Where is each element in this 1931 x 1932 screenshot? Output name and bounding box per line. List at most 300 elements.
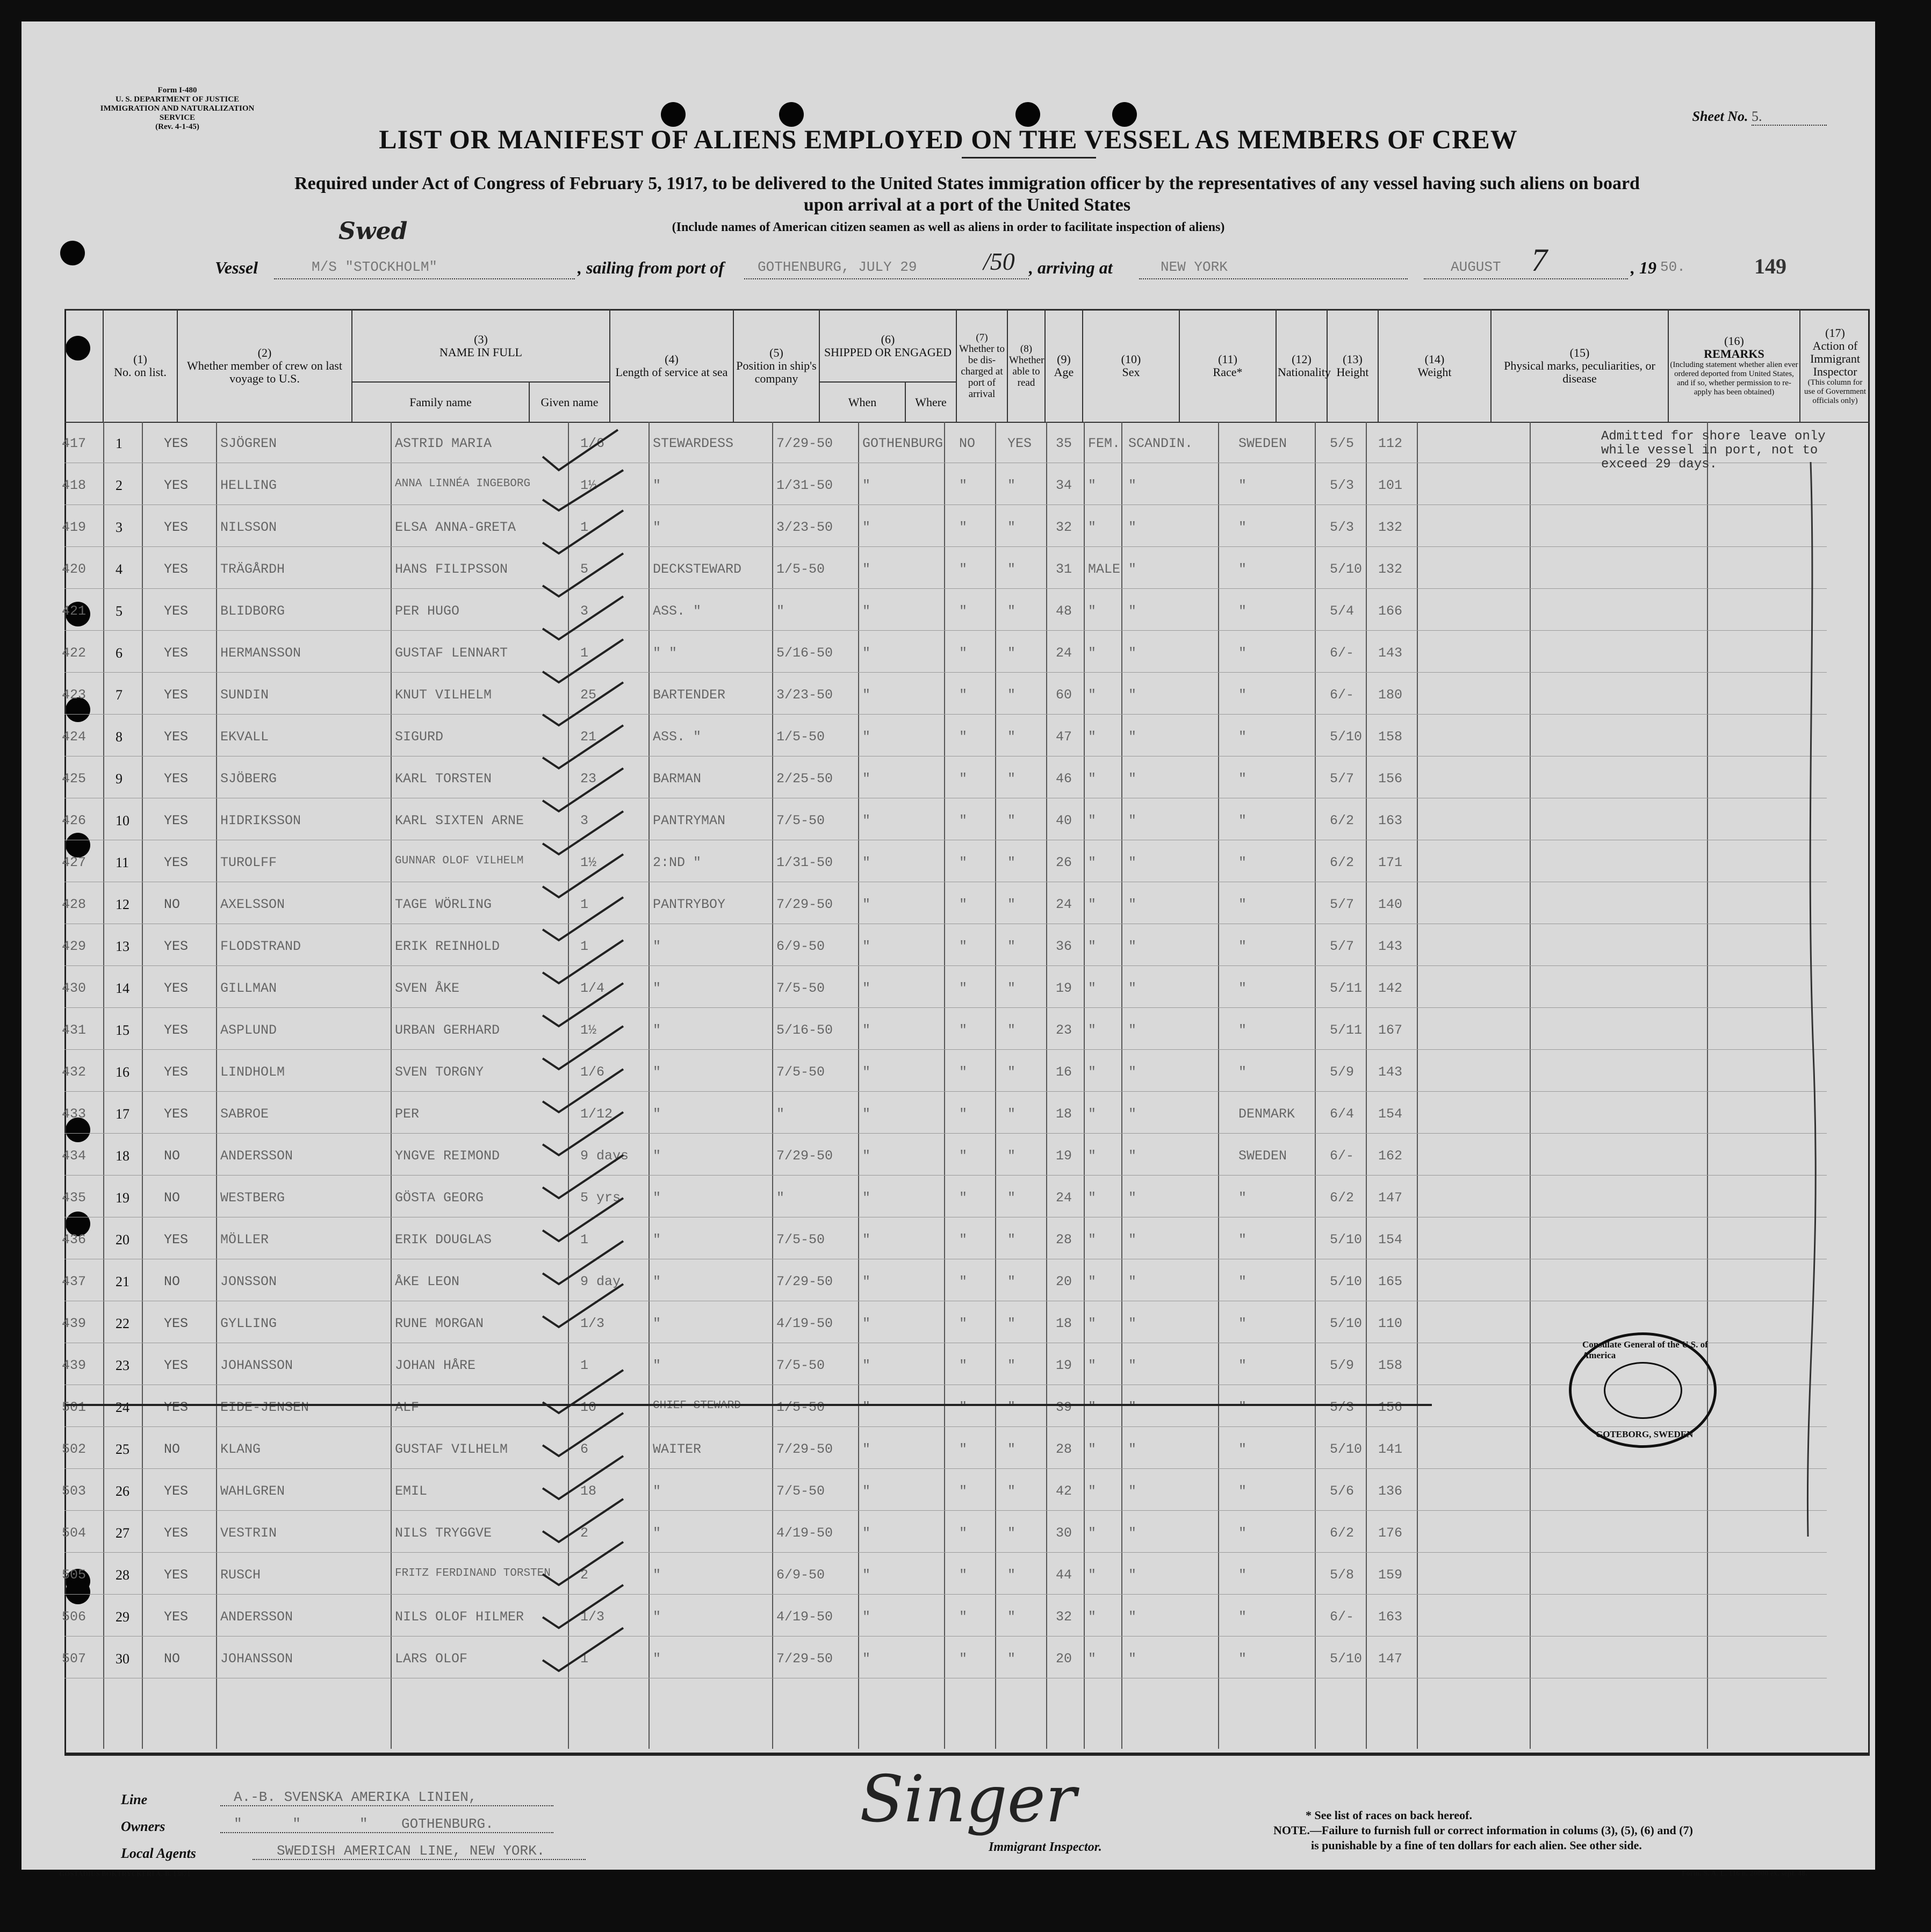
- last-voyage: YES: [164, 855, 189, 870]
- sex: MALE: [1088, 561, 1121, 577]
- shipped-when: 6/9-50: [776, 939, 825, 954]
- family-name: AXELSSON: [220, 897, 285, 912]
- race: ": [1128, 729, 1137, 745]
- weight: 147: [1378, 1190, 1403, 1206]
- race: ": [1128, 1022, 1137, 1038]
- last-voyage: YES: [164, 729, 189, 745]
- row-number: 5: [116, 603, 123, 619]
- weight: 132: [1378, 561, 1403, 577]
- row-rule: [64, 672, 1827, 673]
- shipped-when: 3/23-50: [776, 520, 833, 535]
- height: 6/-: [1330, 1148, 1354, 1164]
- nationality: ": [1238, 1232, 1247, 1248]
- age: 35: [1056, 436, 1072, 451]
- row-reference: 423: [62, 687, 87, 703]
- height: 6/-: [1330, 687, 1354, 703]
- footnote-penalty-2: is punishable by a fine of ten dollars for each alien. See other side.: [1311, 1839, 1642, 1852]
- position: ": [653, 939, 661, 954]
- able-to-read: ": [1007, 687, 1016, 703]
- sex: ": [1088, 520, 1097, 535]
- row-number: 26: [116, 1483, 129, 1499]
- age: 32: [1056, 1609, 1072, 1625]
- line-value: A.-B. SVENSKA AMERIKA LINIEN,: [234, 1789, 477, 1805]
- header-length-service: (4) Length of service at sea: [610, 309, 733, 422]
- length-of-service: 5 yrs: [580, 1190, 621, 1206]
- race: ": [1128, 1400, 1137, 1415]
- sex: ": [1088, 1525, 1097, 1541]
- sex: ": [1088, 1483, 1097, 1499]
- discharged: ": [959, 1106, 968, 1122]
- given-name: GUSTAF VILHELM: [395, 1441, 508, 1457]
- height: 6/-: [1330, 645, 1354, 661]
- table-row: [21, 422, 1875, 463]
- length-of-service: 9 day: [580, 1274, 621, 1289]
- row-reference: 433: [62, 1106, 87, 1122]
- age: 19: [1056, 1358, 1072, 1373]
- last-voyage: NO: [164, 897, 181, 912]
- length-of-service: 1½: [580, 1022, 597, 1038]
- header-physical-marks: (15) Physical marks, peculiarities, or disease: [1491, 309, 1668, 422]
- race: ": [1128, 1609, 1137, 1625]
- subtitle: [150, 173, 1784, 216]
- position: BARTENDER: [653, 687, 726, 703]
- family-name: BLIDBORG: [220, 603, 285, 619]
- discharged: ": [959, 1022, 968, 1038]
- race: ": [1128, 561, 1137, 577]
- length-of-service: 10: [580, 1400, 597, 1415]
- position: ": [653, 1651, 661, 1667]
- able-to-read: ": [1007, 897, 1016, 912]
- row-reference: 434: [62, 1148, 87, 1164]
- nationality: ": [1238, 1609, 1247, 1625]
- position: 2:ND ": [653, 855, 702, 870]
- able-to-read: ": [1007, 939, 1016, 954]
- row-reference: 417: [62, 436, 87, 451]
- age: 32: [1056, 520, 1072, 535]
- table-row: [21, 631, 1875, 673]
- nationality: ": [1238, 1525, 1247, 1541]
- height: 5/10: [1330, 1441, 1363, 1457]
- weight: 158: [1378, 1358, 1403, 1373]
- position: ": [653, 520, 661, 535]
- given-name: GÖSTA GEORG: [395, 1190, 484, 1206]
- discharged: ": [959, 1316, 968, 1331]
- header-blank: [64, 309, 103, 422]
- family-name: NILSSON: [220, 520, 277, 535]
- row-reference: 436: [62, 1232, 87, 1248]
- last-voyage: YES: [164, 520, 189, 535]
- manifest-sheet: [21, 21, 1875, 1878]
- sex: ": [1088, 813, 1097, 828]
- sex: ": [1088, 603, 1097, 619]
- position: ": [653, 1274, 661, 1289]
- last-voyage: YES: [164, 981, 189, 996]
- weight: 166: [1378, 603, 1403, 619]
- discharged: ": [959, 520, 968, 535]
- row-number: 11: [116, 855, 129, 870]
- length-of-service: 1½: [580, 855, 597, 870]
- nationality: ": [1238, 1316, 1247, 1331]
- table-row: [21, 967, 1875, 1008]
- weight: 140: [1378, 897, 1403, 912]
- row-reference: 503: [62, 1483, 87, 1499]
- height: 5/7: [1330, 771, 1354, 787]
- row-reference: 426: [62, 813, 87, 828]
- owners-value-underline: [220, 1832, 553, 1833]
- discharged: ": [959, 813, 968, 828]
- shipped-where: ": [862, 1525, 871, 1541]
- header-able-to-read: (8) Whether able to read: [1007, 309, 1045, 422]
- row-rule: [64, 1133, 1827, 1134]
- race: ": [1128, 603, 1137, 619]
- header-shipped: (6) SHIPPED OR ENGAGED: [819, 309, 956, 382]
- discharged: ": [959, 561, 968, 577]
- length-of-service: 18: [580, 1483, 597, 1499]
- sailing-handwritten: /50: [983, 248, 1015, 275]
- height: 5/3: [1330, 1400, 1354, 1415]
- height: 5/7: [1330, 939, 1354, 954]
- given-name: ÅKE LEON: [395, 1274, 460, 1289]
- table-row: [21, 799, 1875, 840]
- row-number: 2: [116, 478, 123, 493]
- table-row: [21, 1008, 1875, 1050]
- age: 46: [1056, 771, 1072, 787]
- position: ": [653, 1525, 661, 1541]
- header-position: (5) Position in ship's company: [733, 309, 819, 422]
- discharged: ": [959, 855, 968, 870]
- race: ": [1128, 645, 1137, 661]
- able-to-read: ": [1007, 1400, 1016, 1415]
- weight: 162: [1378, 1148, 1403, 1164]
- last-voyage: YES: [164, 1232, 189, 1248]
- include-note: (Include names of American citizen seamen as well as aliens in order to facilitate inspection of aliens): [672, 220, 1225, 234]
- race: ": [1128, 1525, 1137, 1541]
- able-to-read: ": [1007, 1651, 1016, 1667]
- age: 24: [1056, 1190, 1072, 1206]
- age: 16: [1056, 1064, 1072, 1080]
- nationality: ": [1238, 1400, 1247, 1415]
- length-of-service: 1: [580, 1358, 589, 1373]
- weight: 163: [1378, 1609, 1403, 1625]
- length-of-service: 1: [580, 897, 589, 912]
- able-to-read: ": [1007, 1525, 1016, 1541]
- row-number: 24: [116, 1400, 129, 1415]
- able-to-read: ": [1007, 1609, 1016, 1625]
- race: ": [1128, 939, 1137, 954]
- service: IMMIGRATION AND NATURALIZATION SERVICE: [100, 104, 255, 122]
- length-of-service: 1½: [580, 478, 597, 493]
- row-reference: 505: [62, 1567, 87, 1583]
- header-action-inspector: (17) Action of Immigrant Inspector (This column for use of Government officials only): [1800, 309, 1870, 422]
- able-to-read: ": [1007, 1441, 1016, 1457]
- weight: 158: [1378, 729, 1403, 745]
- row-reference: 428: [62, 897, 87, 912]
- race: ": [1128, 771, 1137, 787]
- discharged: ": [959, 1525, 968, 1541]
- owners-label: Owners: [121, 1819, 165, 1834]
- header-no-on-list: (1) No. on list.: [103, 309, 177, 422]
- sex: ": [1088, 855, 1097, 870]
- family-name: VESTRIN: [220, 1525, 277, 1541]
- able-to-read: ": [1007, 1106, 1016, 1122]
- row-number: 21: [116, 1274, 129, 1289]
- given-name: KARL TORSTEN: [395, 771, 492, 787]
- able-to-read: ": [1007, 729, 1016, 745]
- shipped-when: 7/29-50: [776, 1274, 833, 1289]
- shipped-where: ": [862, 1567, 871, 1583]
- shipped-where: ": [862, 603, 871, 619]
- last-voyage: NO: [164, 1148, 181, 1164]
- form-number-footer: Form. S. A. L. 116 n. 20000 ex. sept. 48.: [1682, 1870, 1807, 1878]
- race: ": [1128, 855, 1137, 870]
- last-voyage: YES: [164, 813, 189, 828]
- last-voyage: YES: [164, 645, 189, 661]
- sex: ": [1088, 1567, 1097, 1583]
- table-row: [21, 1469, 1875, 1511]
- shipped-where: ": [862, 1441, 871, 1457]
- row-number: 20: [116, 1232, 129, 1248]
- header-where: Where: [905, 382, 956, 422]
- sex: ": [1088, 729, 1097, 745]
- last-voyage: YES: [164, 771, 189, 787]
- family-name: FLODSTRAND: [220, 939, 301, 954]
- age: 23: [1056, 1022, 1072, 1038]
- row-number: 18: [116, 1148, 129, 1164]
- table-row: [21, 1176, 1875, 1217]
- shipped-where: ": [862, 1190, 871, 1206]
- row-reference: 429: [62, 939, 87, 954]
- given-name: ERIK DOUGLAS: [395, 1232, 492, 1248]
- header-height: (13) Height: [1327, 309, 1378, 422]
- vessel-line: [215, 258, 258, 278]
- row-rule: [64, 714, 1827, 715]
- shipped-when: 7/5-50: [776, 1358, 825, 1373]
- revision: (Rev. 4-1-45): [155, 122, 199, 131]
- sex: ": [1088, 1148, 1097, 1164]
- shipped-where: ": [862, 1022, 871, 1038]
- row-rule: [64, 1091, 1827, 1092]
- given-name: ELSA ANNA-GRETA: [395, 520, 516, 535]
- age: 36: [1056, 939, 1072, 954]
- sex: ": [1088, 897, 1097, 912]
- row-reference: 506: [62, 1609, 87, 1625]
- discharged: ": [959, 1400, 968, 1415]
- race: ": [1128, 1274, 1137, 1289]
- row-number: 13: [116, 939, 129, 954]
- shipped-when: 7/29-50: [776, 1148, 833, 1164]
- nationality: ": [1238, 1567, 1247, 1583]
- nationality: ": [1238, 1358, 1247, 1373]
- row-number: 4: [116, 561, 123, 577]
- able-to-read: ": [1007, 855, 1016, 870]
- age: 47: [1056, 729, 1072, 745]
- age: 31: [1056, 561, 1072, 577]
- position: CHIEF STEWARD: [653, 1400, 741, 1412]
- shipped-where: ": [862, 1358, 871, 1373]
- table-row: [21, 883, 1875, 924]
- height: 5/10: [1330, 1232, 1363, 1248]
- table-row: [21, 506, 1875, 547]
- row-rule: [64, 1510, 1827, 1511]
- table-row: [21, 1134, 1875, 1176]
- weight: 180: [1378, 687, 1403, 703]
- given-name: GUNNAR OLOF VILHELM: [395, 855, 524, 867]
- shipped-when: 5/16-50: [776, 1022, 833, 1038]
- length-of-service: 3: [580, 813, 589, 828]
- weight: 110: [1378, 1316, 1403, 1331]
- given-name: YNGVE REIMOND: [395, 1148, 500, 1164]
- height: 5/10: [1330, 561, 1363, 577]
- footnote-penalty: NOTE.—Failure to furnish full or correct information in colums (3), (5), (6) and (7): [1273, 1823, 1693, 1837]
- nationality: ": [1238, 897, 1247, 912]
- discharged: ": [959, 1609, 968, 1625]
- able-to-read: ": [1007, 1022, 1016, 1038]
- last-voyage: YES: [164, 1525, 189, 1541]
- subtitle-line-1: Required under Act of Congress of February 5, 1917, to be delivered to the United States immigration officer by the representatives of any vessel having such aliens on board: [294, 174, 1640, 193]
- row-rule: [64, 1636, 1827, 1637]
- able-to-read: ": [1007, 520, 1016, 535]
- length-of-service: 1: [580, 645, 589, 661]
- given-name: FRITZ FERDINAND TORSTEN: [395, 1567, 551, 1580]
- length-of-service: 2: [580, 1525, 589, 1541]
- family-name: TRÄGÅRDH: [220, 561, 285, 577]
- weight: 154: [1378, 1232, 1403, 1248]
- height: 5/3: [1330, 478, 1354, 493]
- sheet-number-value: 5.: [1752, 109, 1827, 126]
- weight: 136: [1378, 1483, 1403, 1499]
- row-rule: [64, 504, 1827, 505]
- shipped-when: 1/5-50: [776, 729, 825, 745]
- vessel-handwritten: Swed: [338, 218, 408, 245]
- family-name: ANDERSSON: [220, 1609, 293, 1625]
- height: 5/5: [1330, 436, 1354, 451]
- family-name: GYLLING: [220, 1316, 277, 1331]
- height: 5/8: [1330, 1567, 1354, 1583]
- sex: ": [1088, 1609, 1097, 1625]
- sex: ": [1088, 1651, 1097, 1667]
- row-reference: 431: [62, 1022, 87, 1038]
- shipped-when: 7/5-50: [776, 1064, 825, 1080]
- shipped-where: ": [862, 520, 871, 535]
- discharged: ": [959, 1441, 968, 1457]
- discharged: ": [959, 729, 968, 745]
- shipped-when: 3/23-50: [776, 687, 833, 703]
- department: U. S. DEPARTMENT OF JUSTICE: [115, 95, 240, 104]
- row-number: 15: [116, 1022, 129, 1038]
- given-name: JOHAN HÅRE: [395, 1358, 476, 1373]
- able-to-read: ": [1007, 645, 1016, 661]
- length-of-service: 1/12: [580, 1106, 613, 1122]
- nationality: ": [1238, 561, 1247, 577]
- weight: 165: [1378, 1274, 1403, 1289]
- age: 19: [1056, 1148, 1072, 1164]
- position: ": [653, 1106, 661, 1122]
- height: 5/4: [1330, 603, 1354, 619]
- shipped-where: ": [862, 1232, 871, 1248]
- last-voyage: YES: [164, 1567, 189, 1583]
- shipped-where: ": [862, 855, 871, 870]
- length-of-service: 3: [580, 603, 589, 619]
- nationality: ": [1238, 981, 1247, 996]
- last-voyage: NO: [164, 1274, 181, 1289]
- nationality: SWEDEN: [1238, 1148, 1287, 1164]
- position: ": [653, 1064, 661, 1080]
- discharged: ": [959, 1651, 968, 1667]
- year-value: 50.: [1660, 259, 1685, 275]
- family-name: JOHANSSON: [220, 1358, 293, 1373]
- header-weight: (14) Weight: [1378, 309, 1491, 422]
- shipped-when: ": [776, 603, 785, 619]
- shipped-where: ": [862, 645, 871, 661]
- position: ": [653, 1483, 661, 1499]
- header-sex: (10) Sex: [1083, 309, 1179, 422]
- family-name: SUNDIN: [220, 687, 269, 703]
- inspector-signature: Singer: [860, 1762, 1077, 1837]
- race: ": [1128, 520, 1137, 535]
- shipped-where: ": [862, 1274, 871, 1289]
- discharged: ": [959, 771, 968, 787]
- race: ": [1128, 1358, 1137, 1373]
- shipped-when: 1/5-50: [776, 1400, 825, 1415]
- family-name: JOHANSSON: [220, 1651, 293, 1667]
- sheet-number-label: Sheet No.: [1692, 109, 1748, 124]
- row-rule: [64, 1049, 1827, 1050]
- footnote-races: * See list of races on back hereof.: [1306, 1808, 1472, 1822]
- weight: 176: [1378, 1525, 1403, 1541]
- owners-value: " " " GOTHENBURG.: [234, 1816, 494, 1832]
- age: 19: [1056, 981, 1072, 996]
- position: ": [653, 478, 661, 493]
- vessel-label: Vessel: [215, 258, 258, 277]
- row-number: 10: [116, 813, 129, 828]
- race: ": [1128, 1148, 1137, 1164]
- able-to-read: ": [1007, 1232, 1016, 1248]
- shipped-where: ": [862, 1316, 871, 1331]
- discharged: ": [959, 981, 968, 996]
- able-to-read: ": [1007, 1316, 1016, 1331]
- line-label: Line: [121, 1792, 148, 1807]
- shipped-where: ": [862, 478, 871, 493]
- length-of-service: 1: [580, 1651, 589, 1667]
- position: ASS. ": [653, 603, 702, 619]
- given-name: ERIK REINHOLD: [395, 939, 500, 954]
- row-number: 6: [116, 645, 123, 661]
- row-reference: 421: [62, 603, 87, 619]
- discharged: ": [959, 1232, 968, 1248]
- vessel-value: M/S "STOCKHOLM": [312, 259, 438, 275]
- header-family-name: Family name: [352, 382, 529, 422]
- able-to-read: ": [1007, 478, 1016, 493]
- shipped-where: ": [862, 1400, 871, 1415]
- age: 42: [1056, 1483, 1072, 1499]
- shipped-when: 7/5-50: [776, 981, 825, 996]
- title-underline: [962, 157, 1096, 158]
- row-number: 14: [116, 981, 129, 996]
- length-of-service: 1: [580, 1232, 589, 1248]
- length-of-service: 1/4: [580, 981, 605, 996]
- row-reference: 427: [62, 855, 87, 870]
- family-name: ASPLUND: [220, 1022, 277, 1038]
- check-marks: [527, 419, 666, 1698]
- table-row: [21, 464, 1875, 505]
- shipped-when: 4/19-50: [776, 1316, 833, 1331]
- row-number: 7: [116, 687, 123, 703]
- weight: 163: [1378, 813, 1403, 828]
- row-rule: [64, 1175, 1827, 1176]
- discharged: ": [959, 1064, 968, 1080]
- race: ": [1128, 1190, 1137, 1206]
- age: 39: [1056, 1400, 1072, 1415]
